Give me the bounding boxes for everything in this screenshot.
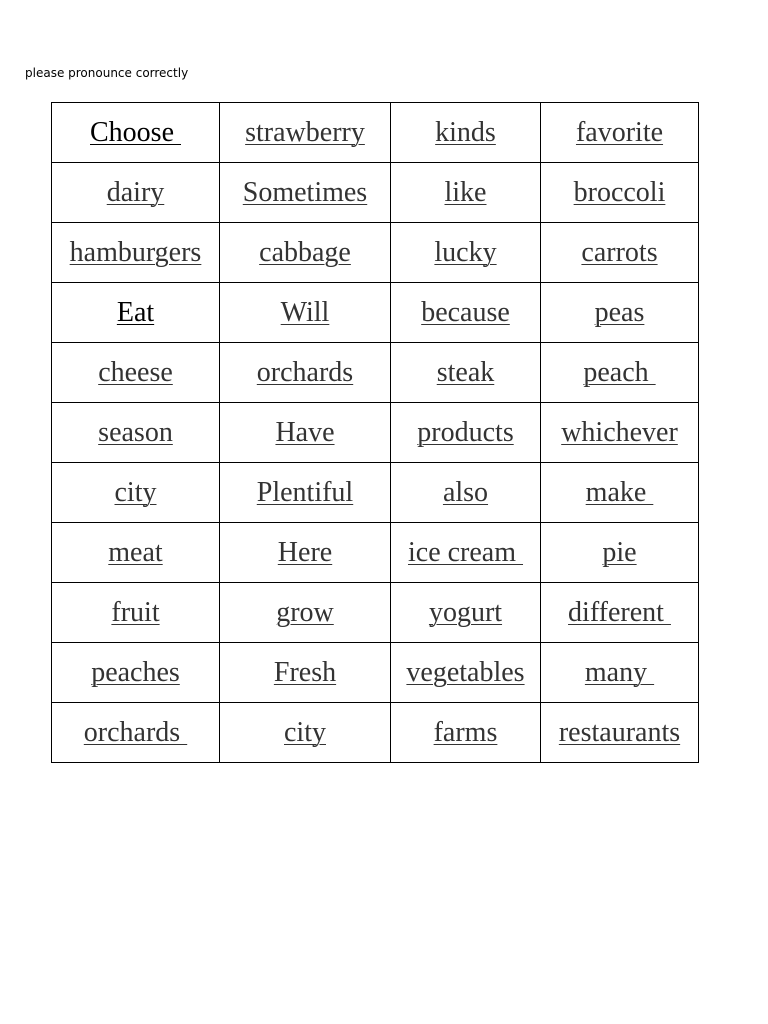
word-cell xyxy=(52,703,220,763)
word-cell xyxy=(541,463,699,523)
word-cell xyxy=(52,283,220,343)
word-text: Plentiful xyxy=(256,476,354,508)
word-text: peach xyxy=(583,356,656,388)
word-cell xyxy=(391,583,541,643)
word-cell xyxy=(52,403,220,463)
word-text: Choose xyxy=(90,116,181,148)
word-text: Eat xyxy=(116,296,155,328)
word-text: peas xyxy=(594,296,645,328)
word-text: because xyxy=(421,296,510,328)
table-row xyxy=(52,283,699,343)
word-text: farms xyxy=(433,716,498,748)
word-text: grow xyxy=(276,596,334,628)
word-text: city xyxy=(114,476,157,508)
word-text: Here xyxy=(277,536,333,568)
word-cell xyxy=(391,163,541,223)
word-text: peaches xyxy=(91,656,180,688)
word-cell xyxy=(52,223,220,283)
word-cell xyxy=(391,703,541,763)
word-cell xyxy=(541,583,699,643)
word-cell xyxy=(391,523,541,583)
word-text: strawberry xyxy=(245,116,365,148)
word-text: dairy xyxy=(106,176,165,208)
word-cell xyxy=(391,643,541,703)
word-text: cabbage xyxy=(259,236,351,268)
word-cell xyxy=(391,463,541,523)
word-text: Will xyxy=(280,296,330,328)
word-text: products xyxy=(417,416,514,448)
word-cell xyxy=(541,703,699,763)
word-cell xyxy=(52,163,220,223)
word-cell xyxy=(52,343,220,403)
word-cell xyxy=(52,463,220,523)
word-text: season xyxy=(98,416,173,448)
word-text: yogurt xyxy=(428,596,503,628)
word-cell xyxy=(52,523,220,583)
word-cell xyxy=(220,403,391,463)
word-text: carrots xyxy=(581,236,658,268)
table-row xyxy=(52,463,699,523)
word-text: steak xyxy=(436,356,495,388)
word-text: favorite xyxy=(575,116,664,148)
word-cell xyxy=(52,643,220,703)
word-text: meat xyxy=(108,536,163,568)
word-table-body xyxy=(52,103,699,763)
word-text: city xyxy=(284,716,326,748)
word-text: hamburgers xyxy=(69,236,202,268)
word-cell xyxy=(541,643,699,703)
word-cell xyxy=(391,343,541,403)
word-text: kinds xyxy=(435,116,496,148)
table-row xyxy=(52,163,699,223)
word-cell xyxy=(220,223,391,283)
word-text: orchards xyxy=(83,716,188,748)
table-row xyxy=(52,583,699,643)
word-text: Fresh xyxy=(273,656,337,688)
word-text: pie xyxy=(602,536,637,568)
word-text: like xyxy=(444,176,487,208)
word-cell xyxy=(220,283,391,343)
word-text: ice cream xyxy=(407,536,524,568)
word-cell xyxy=(541,223,699,283)
word-cell xyxy=(541,403,699,463)
table-row xyxy=(52,223,699,283)
table-row xyxy=(52,403,699,463)
word-cell xyxy=(220,103,391,163)
word-cell xyxy=(52,583,220,643)
table-row xyxy=(52,523,699,583)
word-cell xyxy=(220,703,391,763)
word-cell xyxy=(220,643,391,703)
table-row xyxy=(52,643,699,703)
word-cell xyxy=(541,283,699,343)
word-text: fruit xyxy=(111,596,160,628)
word-text: many xyxy=(584,656,655,688)
instruction-text: please pronounce correctly xyxy=(25,66,189,80)
word-text: whichever xyxy=(561,416,678,448)
word-table xyxy=(51,102,699,763)
word-cell xyxy=(220,163,391,223)
word-cell xyxy=(391,103,541,163)
word-cell xyxy=(541,343,699,403)
table-row xyxy=(52,703,699,763)
word-cell xyxy=(220,523,391,583)
word-text: broccoli xyxy=(573,176,666,208)
word-cell xyxy=(391,403,541,463)
word-text: vegetables xyxy=(406,656,525,688)
word-text: also xyxy=(442,476,489,508)
word-cell xyxy=(541,163,699,223)
word-cell xyxy=(220,463,391,523)
word-cell xyxy=(220,343,391,403)
word-cell xyxy=(541,523,699,583)
word-text: Sometimes xyxy=(242,176,368,208)
word-text: cheese xyxy=(98,356,173,388)
word-cell xyxy=(391,223,541,283)
word-cell xyxy=(52,103,220,163)
table-row xyxy=(52,103,699,163)
word-text: restaurants xyxy=(558,716,681,748)
word-cell xyxy=(220,583,391,643)
word-text: different xyxy=(568,596,671,628)
word-cell xyxy=(391,283,541,343)
table-row xyxy=(52,343,699,403)
word-text: make xyxy=(585,476,654,508)
word-text: orchards xyxy=(256,356,354,388)
word-text: lucky xyxy=(434,236,497,268)
word-text: Have xyxy=(275,416,335,448)
word-cell xyxy=(541,103,699,163)
